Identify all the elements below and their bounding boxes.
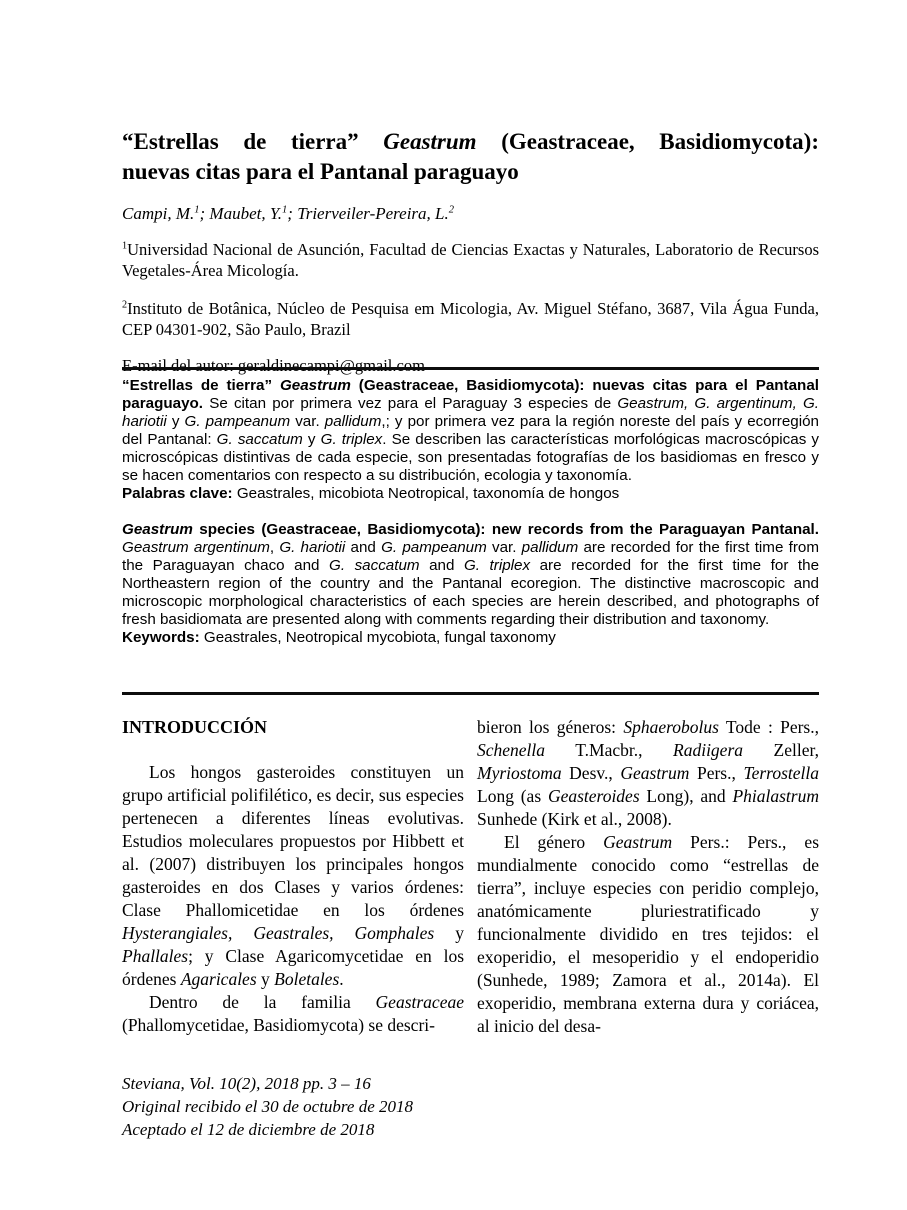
journal-footer-line-2: Original recibido el 30 de octubre de 2018 (122, 1097, 413, 1116)
two-column-body (122, 716, 819, 1038)
spanish-abstract-body: “Estrellas de tierra” Geastrum (Geastraceae, Basidiomycota): nuevas citas para el Pantanal paraguayo. Se citan por primera vez para el Paraguay 3 especies de Geastrum, G. argentinum, G. hariotii y G. pampeanum var. pallidum,; y por primera vez para la región noreste del país y ecorregión del Pantanal: G. saccatum y G. triplex. Se describen las características morfológicas macroscópicas y microscópicas distintivas de cada especie, son presentadas fotografías de los basidiomas en fresco y se hacen comentarios con respecto a su distribución, ecologia y taxonomía. (122, 377, 820, 484)
intro-paragraph-1: Los hongos gasteroides constituyen un grupo artificial polifilético, es decir, sus especies pertenecen a diferentes líneas evolutivas. Estudios moleculares propuestos por Hibbett et al. (2007) distribuyen los principales hongos gasteroides en dos Clases y varios órdenes: Clase Phallomicetidae en los órdenes Hysterangiales, Geastrales, Gomphales y Phallales; y Clase Agaricomycetidae en los órdenes Agaricales y Boletales. (122, 762, 464, 989)
article-title-line-1: “Estrellas de tierra” Geastrum (Geastraceae, Basidiomycota): (122, 129, 819, 154)
journal-footer-line-1: Steviana, Vol. 10(2), 2018 pp. 3 – 16 (122, 1074, 371, 1093)
affiliation-1: $^1$Universidad Nacional de Asunción, Facultad de Ciencias Exactas y Naturales, Laboratorio de Recursos Vegetales-Área Micología. (122, 240, 819, 280)
authors-line: Campi, M.$^1$; Maubet, Y.$^1$; Trierveiler-Pereira, L.$^2$ (122, 204, 454, 223)
journal-footer-line-3: Aceptado el 12 de diciembre de 2018 (122, 1120, 375, 1139)
divider-rule-top (122, 367, 819, 370)
spanish-keywords-line: Palabras clave: Geastrales, micobiota Neotropical, taxonomía de hongos (122, 485, 620, 502)
spanish-abstract (122, 377, 819, 503)
english-abstract-body: Geastrum species (Geastraceae, Basidiomycota): new records from the Paraguayan Pantanal. Geastrum argentinum, G. hariotii and G. pampeanum var. pallidum are recorded for the first time from the Paraguayan chaco and G. saccatum and G. triplex are recorded for the first time for the Northeastern region of the country and the Pantanal ecoregion. The distinctive macroscopic and microscopic morphological characteristics of each species are herein described, and photographs of fresh basidiomata are presented along with comments regarding their distribution and taxonomy. (122, 521, 820, 628)
divider-rule-bottom (122, 692, 819, 695)
article-title (122, 127, 819, 187)
intro-paragraph-2: Dentro de la familia Geastraceae (Phallomycetidae, Basidiomycota) se descri- (122, 992, 464, 1035)
introduction-section (122, 692, 819, 1038)
abstracts-section (122, 367, 819, 647)
english-keywords-line: Keywords: Geastrales, Neotropical mycobiota, fungal taxonomy (122, 629, 556, 646)
intro-right-column (477, 716, 819, 1038)
affiliation-2: $^2$Instituto de Botânica, Núcleo de Pesquisa em Micologia, Av. Miguel Stéfano, 3687, Vila Água Funda, CEP 04301-902, São Paulo, Brazil (122, 298, 819, 339)
intro-paragraph-4: El género Geastrum Pers.: Pers., es mundialmente conocido como “estrellas de tierra”, incluye especies con peridio complejo, anatómicamente pluriestratificado y funcionalmente dividido en tres tejidos: el exoperidio, el mesoperidio y el endoperidio (Sunhede, 1989; Zamora et al., 2014a). El exoperidio, membrana externa dura y coriácea, al inicio del desa- (477, 832, 819, 1036)
intro-paragraph-3: bieron los géneros: Sphaerobolus Tode : Pers., Schenella T.Macbr., Radiigera Zeller, Myriostoma Desv., Geastrum Pers., Terrostella Long (as Geasteroides Long), and Phialastrum Sunhede (Kirk et al., 2008). (477, 717, 819, 829)
author-email-line: E-mail del autor: geraldinecampi@gmail.com (122, 356, 425, 375)
intro-left-column (122, 716, 464, 1038)
journal-footer (122, 1072, 819, 1141)
article-title-line-2: nuevas citas para el Pantanal paraguayo (122, 159, 519, 184)
introduction-heading: INTRODUCCIÓN (122, 717, 268, 737)
english-abstract (122, 521, 819, 647)
article-header (122, 127, 819, 376)
